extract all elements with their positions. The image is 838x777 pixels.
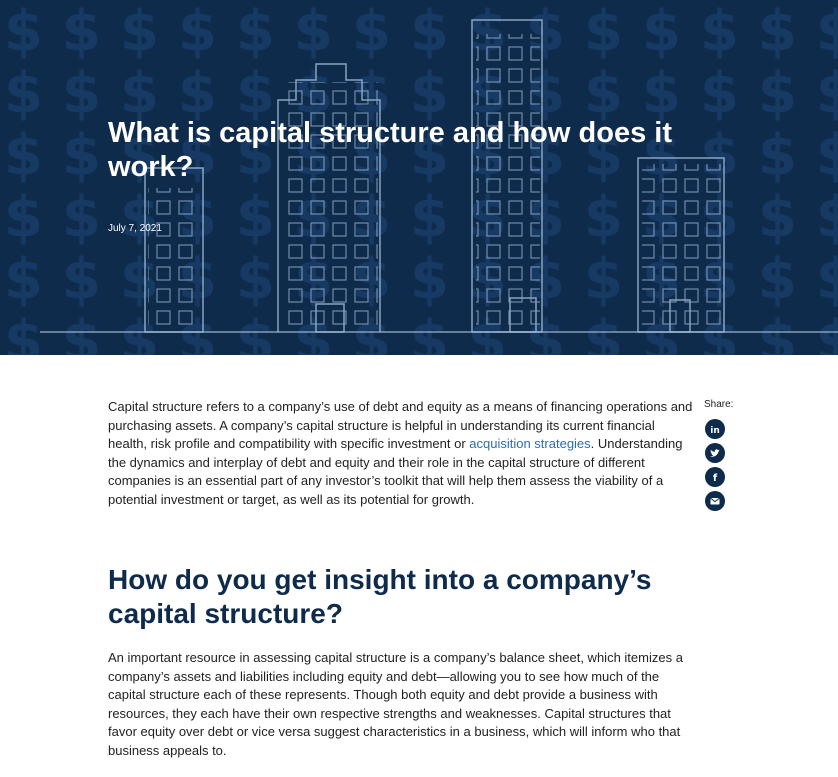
svg-text:f: f — [712, 473, 718, 484]
intro-paragraph — [108, 398, 696, 510]
linkedin-share-button[interactable] — [705, 419, 725, 439]
facebook-share-button[interactable] — [705, 467, 725, 487]
share-bar — [704, 399, 744, 515]
page-title: What is capital structure and how does it work? — [108, 117, 672, 183]
intro-text-part2: . Understanding the dynamics and interplay of debt and equity and their role in the capital structure of different companies is an essential part of any investor’s toolkit that will help them assess the viability of a potential investment or target, as well as its potential for growth. — [108, 436, 683, 507]
email-icon — [705, 491, 725, 511]
svg-text:in: in — [710, 426, 720, 436]
email-share-button[interactable] — [705, 491, 725, 511]
hero-banner — [0, 0, 838, 355]
balance-sheet-paragraph: An important resource in assessing capital structure is a company’s balance sheet, which itemizes a company’s assets and liabilities including equity and debt—allowing you to see how much of the capital structure each of these represents. Though both equity and debt provide a business with resources, they each have their own respective strengths and weaknesses. Capital structures that favor equity over debt or vice versa suggest characteristics in a business, which will inform who that business appeals to. — [108, 650, 683, 758]
twitter-share-button[interactable] — [705, 443, 725, 463]
linkedin-icon — [705, 419, 725, 439]
acquisition-strategies-link[interactable]: acquisition strategies — [469, 436, 591, 452]
section-heading: How do you get insight into a company’s capital structure? — [108, 564, 652, 629]
publish-date: July 7, 2021 — [108, 223, 162, 234]
twitter-icon — [705, 443, 725, 463]
facebook-icon — [705, 467, 725, 487]
intro-text-part1: Capital structure refers to a company’s use of debt and equity as a means of financing operations and purchasing assets. A company’s capital structure is helpful in understanding its current financial health, risk profile and compatibility with specific investment or — [108, 399, 693, 452]
share-label: Share: — [704, 399, 734, 410]
